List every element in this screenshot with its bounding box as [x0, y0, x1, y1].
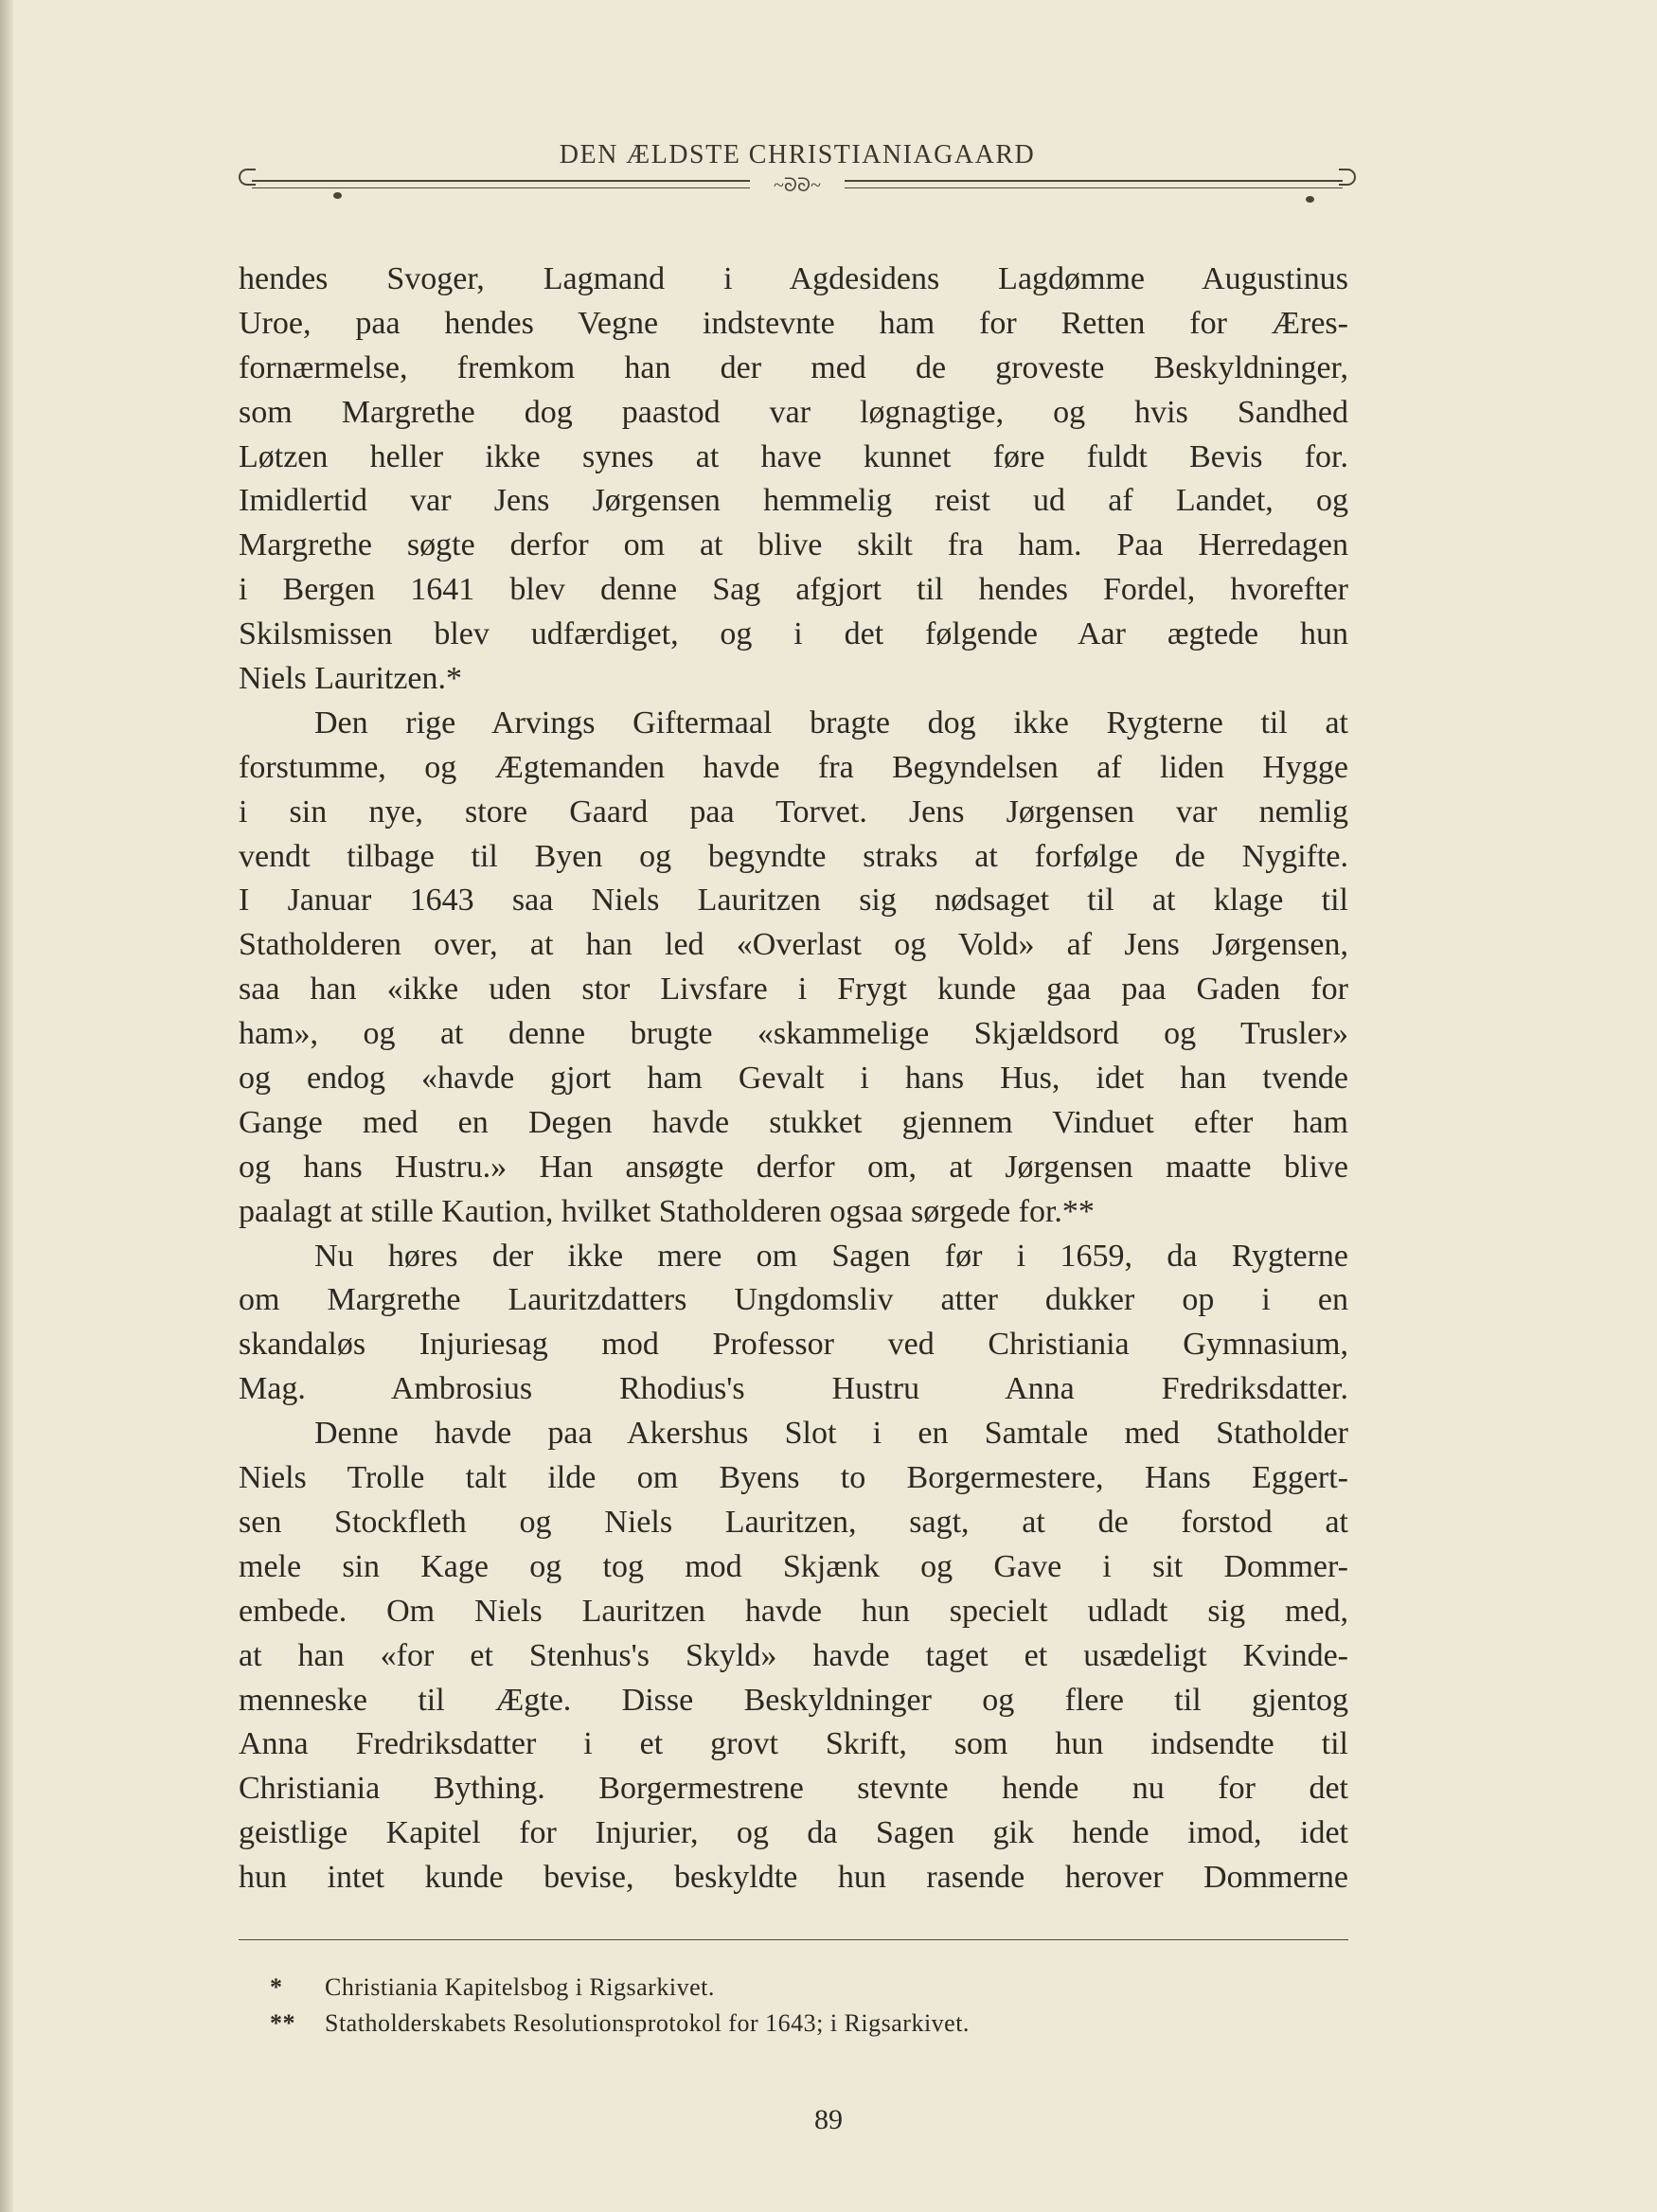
text-line: Statholderen over, at han led «Overlast og Vold» af Jens Jørgensen,	[239, 927, 1348, 963]
text-line: Niels Trolle talt ilde om Byens to Borgermestere, Hans Eggert-	[239, 1460, 1348, 1496]
footnotes	[270, 1970, 1311, 2042]
header-ornament: ~ᘐᘐ~	[750, 174, 845, 197]
page-number: 89	[814, 2104, 843, 2135]
text-line: saa han «ikke uden stor Livsfare i Frygt kunde gaa paa Gaden for	[239, 972, 1348, 1008]
footnote	[270, 2006, 1311, 2042]
text-line: i Bergen 1641 blev denne Sag afgjort til hendes Fordel, hvorefter	[239, 572, 1348, 608]
rule-curl-left	[239, 169, 256, 186]
text-line: Niels Lauritzen.*	[239, 661, 463, 697]
text-line: fornærmelse, fremkom han der med de groveste Beskyldninger,	[239, 349, 1348, 385]
text-line: Margrethe søgte derfor om at blive skilt fra ham. Paa Herredagen	[239, 527, 1348, 563]
rule-curl-right	[1339, 169, 1356, 186]
footnote	[270, 1970, 1311, 2006]
text-line: Christiania Bything. Borgermestrene stevnte hende nu for det	[239, 1771, 1348, 1807]
footnote-mark: **	[270, 2009, 295, 2037]
text-line: mele sin Kage og tog mod Skjænk og Gave i sit Dommer-	[239, 1548, 1348, 1584]
footnote-text: Statholderskabets Resolutionsprotokol for 1643; i Rigsarkivet.	[325, 2009, 970, 2037]
text-line: Mag. Ambrosius Rhodius's Hustru Anna Fredriksdatter.	[239, 1371, 1348, 1407]
text-line: og endog «havde gjort ham Gevalt i hans Hus, idet han tvende	[239, 1061, 1348, 1097]
rule-dot-right	[1306, 196, 1314, 203]
text-line: Nu høres der ikke mere om Sagen før i 1659, da Rygterne	[314, 1238, 1348, 1274]
text-line: Skilsmissen blev udfærdiget, og i det følgende Aar ægtede hun	[239, 616, 1348, 652]
text-line: paalagt at stille Kaution, hvilket Statholderen ogsaa sørgede for.**	[239, 1193, 1095, 1229]
text-line: vendt tilbage til Byen og begyndte straks at forfølge de Nygifte.	[239, 838, 1348, 874]
text-line: geistlige Kapitel for Injurier, og da Sagen gik hende imod, idet	[239, 1815, 1348, 1851]
text-line: hendes Svoger, Lagmand i Agdesidens Lagdømme Augustinus	[239, 261, 1348, 296]
text-line: at han «for et Stenhus's Skyld» havde taget et usædeligt Kvinde-	[239, 1637, 1348, 1673]
body-text	[239, 258, 1348, 1900]
text-line: Gange med en Degen havde stukket gjennem Vinduet efter ham	[239, 1104, 1348, 1140]
text-line: i sin nye, store Gaard paa Torvet. Jens Jørgensen var nemlig	[239, 794, 1348, 830]
text-line: skandaløs Injuriesag mod Professor ved Christiania Gymnasium,	[239, 1327, 1348, 1363]
text-line: sen Stockfleth og Niels Lauritzen, sagt, at de forstod at	[239, 1504, 1348, 1540]
text-line: og hans Hustru.» Han ansøgte derfor om, at Jørgensen maatte blive	[239, 1149, 1348, 1185]
page-edge	[0, 0, 13, 2212]
text-line: Imidlertid var Jens Jørgensen hemmelig reist ud af Landet, og	[239, 483, 1348, 519]
text-line: embede. Om Niels Lauritzen havde hun specielt udladt sig med,	[239, 1593, 1348, 1629]
text-line: forstumme, og Ægtemanden havde fra Begyndelsen af liden Hygge	[239, 749, 1348, 785]
text-line: Anna Fredriksdatter i et grovt Skrift, som hun indsendte til	[239, 1726, 1348, 1762]
footnote-text: Christiania Kapitelsbog i Rigsarkivet.	[325, 1973, 715, 2001]
text-line: Uroe, paa hendes Vegne indstevnte ham for Retten for Æres-	[239, 305, 1348, 341]
text-line: som Margrethe dog paastod var løgnagtige, og hvis Sandhed	[239, 394, 1348, 430]
footnote-rule	[239, 1939, 1348, 1940]
text-line: ham», og at denne brugte «skammelige Skjældsord og Trusler»	[239, 1016, 1348, 1052]
text-line: I Januar 1643 saa Niels Lauritzen sig nødsaget til at klage til	[239, 883, 1348, 919]
text-line: hun intet kunde bevise, beskyldte hun rasende herover Dommerne	[239, 1860, 1348, 1896]
text-line: Denne havde paa Akershus Slot i en Samtale med Statholder	[314, 1416, 1348, 1452]
text-line: om Margrethe Lauritzdatters Ungdomsliv atter dukker op i en	[239, 1282, 1348, 1318]
rule-dot-left	[333, 192, 342, 199]
text-line: Løtzen heller ikke synes at have kunnet føre fuldt Bevis for.	[239, 438, 1348, 474]
running-title: DEN ÆLDSTE CHRISTIANIAGAARD	[559, 140, 1036, 169]
running-header	[239, 140, 1356, 216]
text-line: Den rige Arvings Giftermaal bragte dog ikke Rygterne til at	[314, 705, 1348, 740]
footnote-mark: *	[270, 1973, 283, 2001]
text-line: menneske til Ægte. Disse Beskyldninger og flere til gjentog	[239, 1682, 1348, 1718]
